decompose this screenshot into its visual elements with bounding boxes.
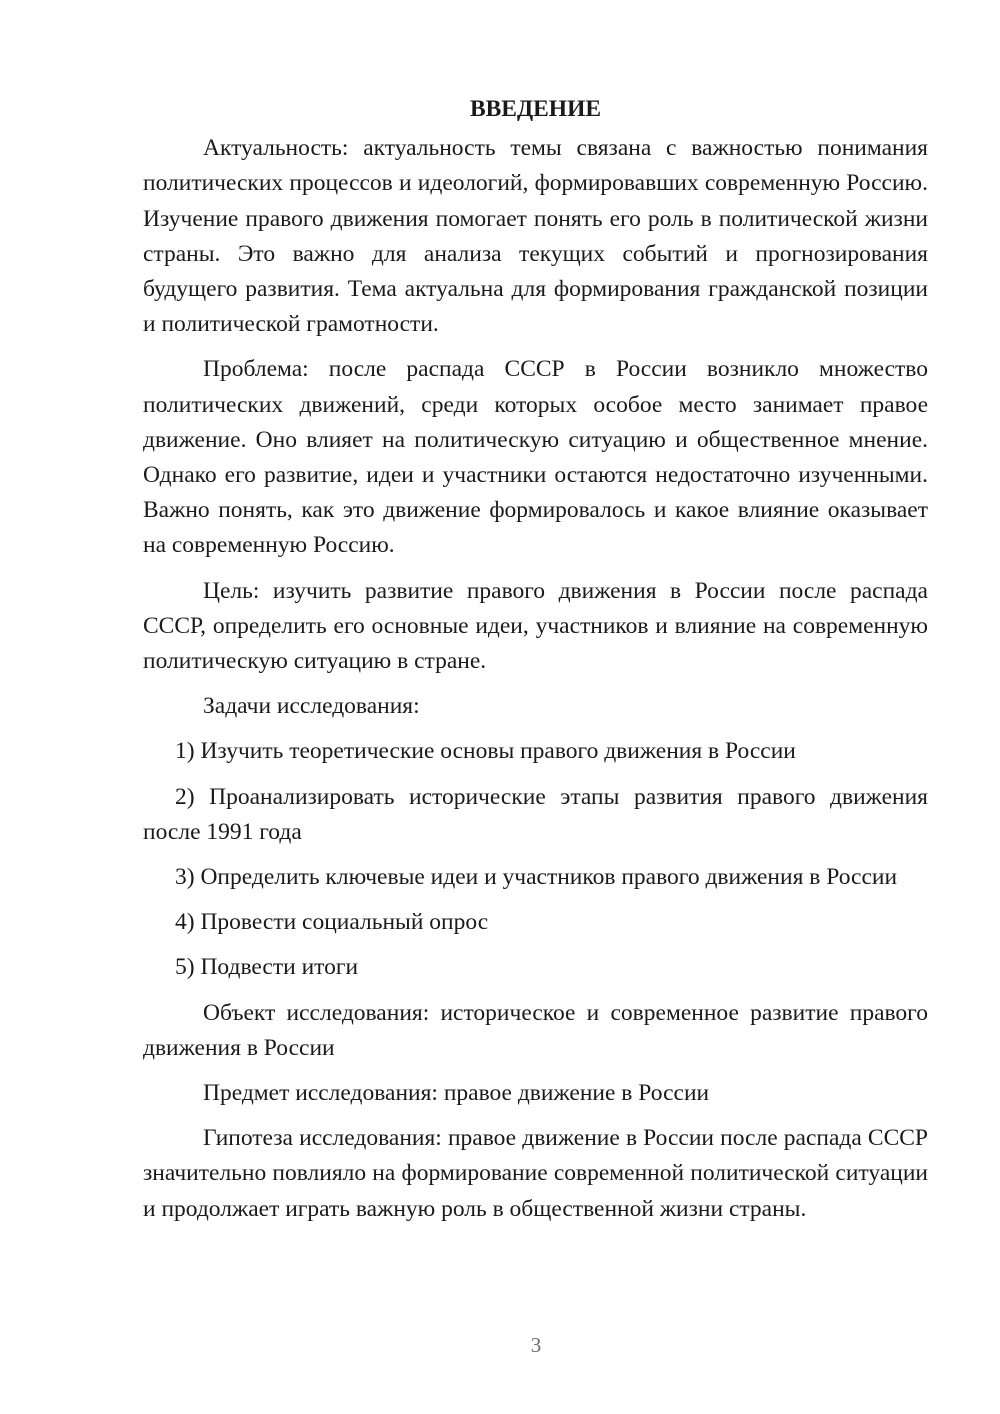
paragraph-goal: Цель: изучить развитие правого движения в России после распада СССР, определить его основные идеи, участников и влияние на современную политическую ситуацию в стране. xyxy=(143,577,928,675)
paragraph-problem: Проблема: после распада СССР в России возникло множество политических движений, среди которых особое место занимает правое движение. Оно влияет на политическую ситуацию и общественное мнение. Однако его развитие, идеи и участники остаются недостаточно изученными. Важно понять, как это движение формировалось и какое влияние оказывает на современную Россию. xyxy=(143,356,928,559)
paragraph-tasks-heading: Задачи исследования: xyxy=(203,693,420,720)
list-item: 2) Проанализировать исторические этапы развития правого движения после 1991 года xyxy=(143,783,928,845)
page-number: 3 xyxy=(530,1333,542,1357)
paragraph-hypothesis: Гипотеза исследования: правое движение в России после распада СССР значительно повлияло на формирование современной политической ситуации и продолжает играть важную роль в общественной жизни страны. xyxy=(143,1125,928,1222)
list-item: 1) Изучить теоретические основы правого движения в России xyxy=(175,738,796,765)
page-content xyxy=(143,92,928,1227)
paragraph-subject: Предмет исследования: правое движение в России xyxy=(203,1080,710,1107)
list-item: 4) Провести социальный опрос xyxy=(175,909,489,936)
paragraph-relevance: Актуальность: актуальность темы связана с важностью понимания политических процессов и идеологий, формировавших современную Россию. Изучение правого движения помогает понять его роль в политической жизни страны. Это важно для анализа текущих событий и прогнозирования будущего развития. Тема актуальна для формирования гражданской позиции и политической грамотности. xyxy=(143,135,928,338)
page-title: ВВЕДЕНИЕ xyxy=(469,96,602,122)
paragraph-object: Объект исследования: историческое и современное развитие правого движения в России xyxy=(143,999,928,1061)
list-item: 3) Определить ключевые идеи и участников правого движения в России xyxy=(175,864,898,891)
list-item: 5) Подвести итоги xyxy=(175,954,359,981)
